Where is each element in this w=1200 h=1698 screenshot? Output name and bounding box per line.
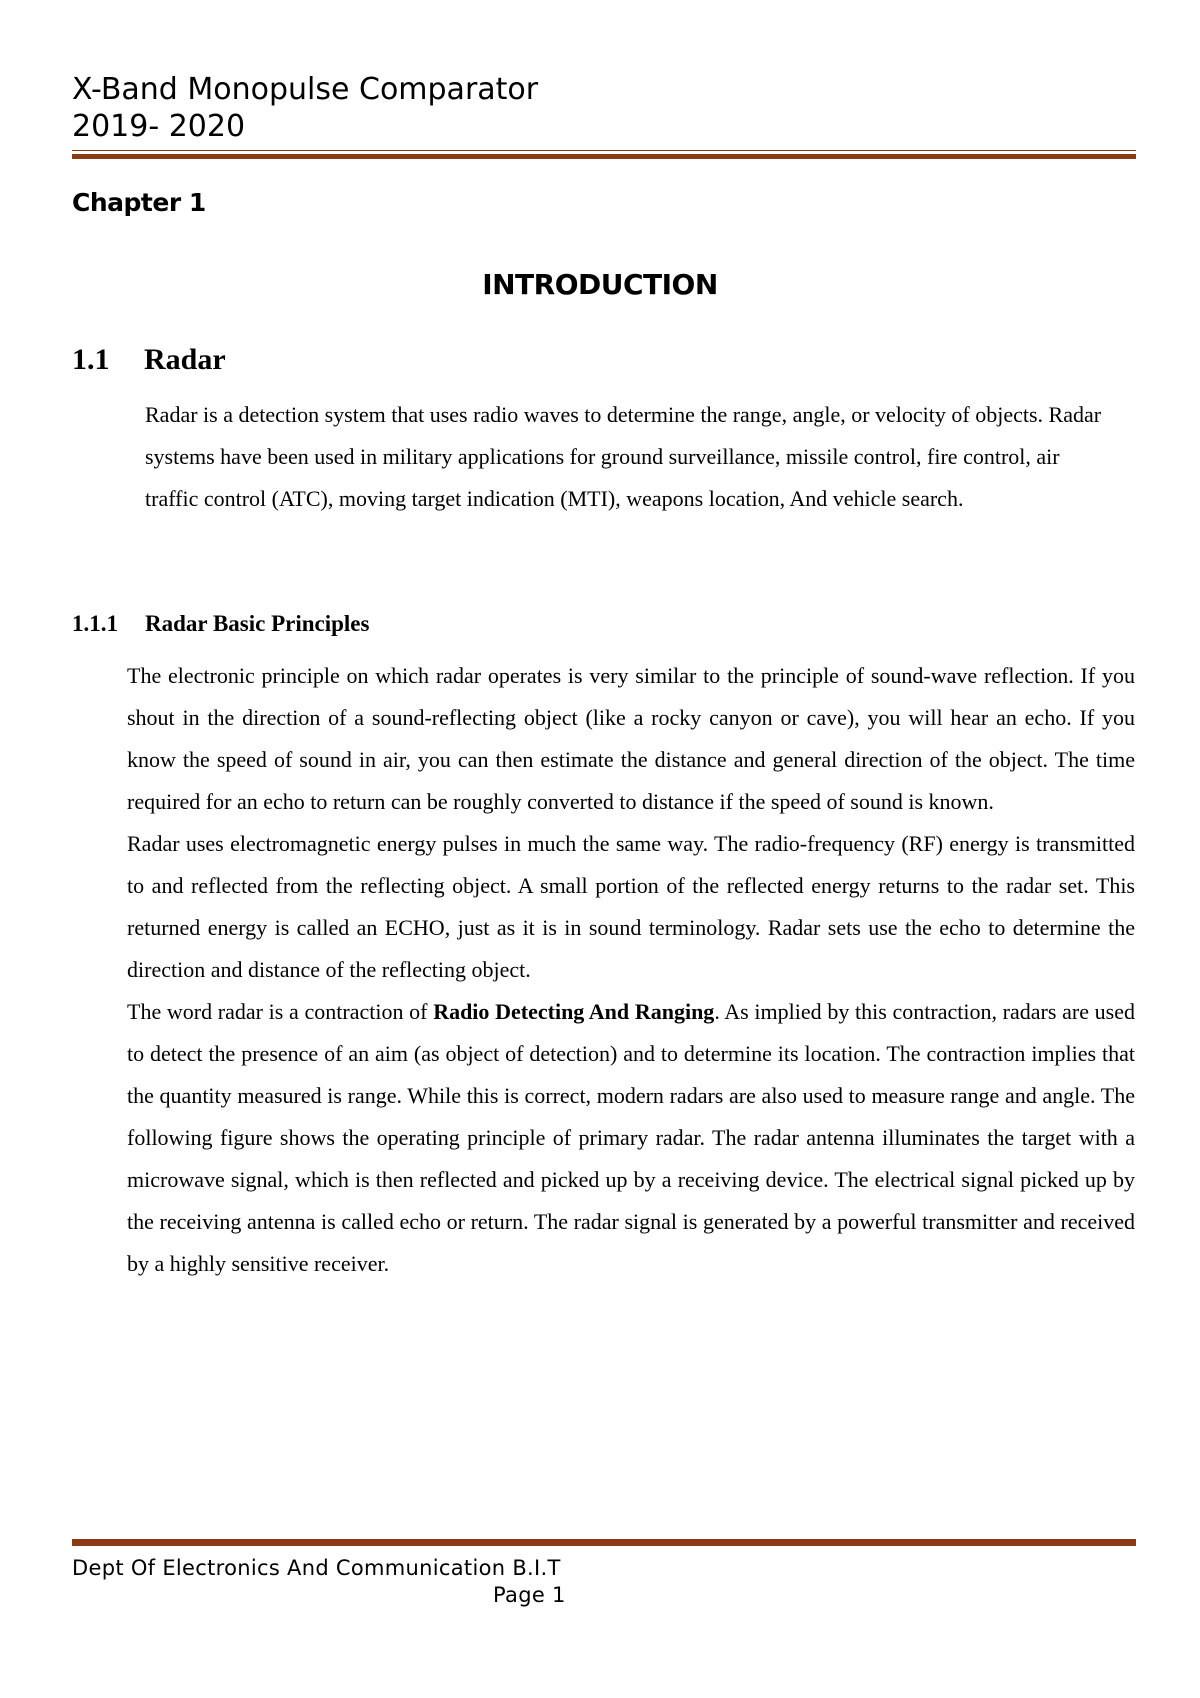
footer-rule [72,1539,1136,1546]
subsection-body [127,655,1135,1285]
chapter-heading: Chapter 1 [72,188,206,217]
header-rule-thin [72,150,1136,151]
subsection-number: 1.1.1 [72,611,118,636]
paragraph-radar-contraction [127,991,1135,1285]
section-title: Radar [144,343,226,376]
introduction-heading: INTRODUCTION [482,268,718,301]
section-number: 1.1 [72,343,110,376]
header-rule [72,154,1136,159]
radar-acronym-expansion: Radio Detecting And Ranging [433,999,715,1024]
page-number: Page 1 [493,1583,566,1607]
section-paragraph: Radar is a detection system that uses radio waves to determine the range, angle, or velocity of objects. Radar systems have been used in military applications for ground surveillance, missile control, fire control, air traffic control (ATC), moving target indication (MTI), weapons location, And vehicle search. [145,402,1102,511]
header-title: X-Band Monopulse Comparator [72,72,539,107]
subsection-title: Radar Basic Principles [145,611,370,636]
paragraph-em-pulses: Radar uses electromagnetic energy pulses in much the same way. The radio-frequency (RF) energy is transmitted to and reflected from the reflecting object. A small portion of the reflected energy returns to the radar set. This returned energy is called an ECHO, just as it is in sound terminology. Radar sets use the echo to determine the direction and distance of the reflecting object. [127,831,1135,982]
footer-department: Dept Of Electronics And Communication B.I.T [72,1556,561,1580]
paragraph-text: . As implied by this contraction, radars are used to detect the presence of an aim (as object of detection) and to determine its location. The contraction implies that the quantity measured is range. While this is correct, modern radars are also used to measure range and angle. The following figure shows the operating principle of primary radar. The radar antenna illuminates the target with a microwave signal, which is then reflected and picked up by a receiving device. The electrical signal picked up by the receiving antenna is called echo or return. The radar signal is generated by a powerful transmitter and received by a highly sensitive receiver. [127,999,1135,1276]
paragraph-sound-reflection: The electronic principle on which radar operates is very similar to the principle of sound-wave reflection. If you shout in the direction of a sound-reflecting object (like a rocky canyon or cave), you will hear an echo. If you know the speed of sound in air, you can then estimate the distance and general direction of the object. The time required for an echo to return can be roughly converted to distance if the speed of sound is known. [127,663,1135,814]
paragraph-text: The word radar is a contraction of [127,999,434,1024]
header-year: 2019- 2020 [72,109,246,144]
